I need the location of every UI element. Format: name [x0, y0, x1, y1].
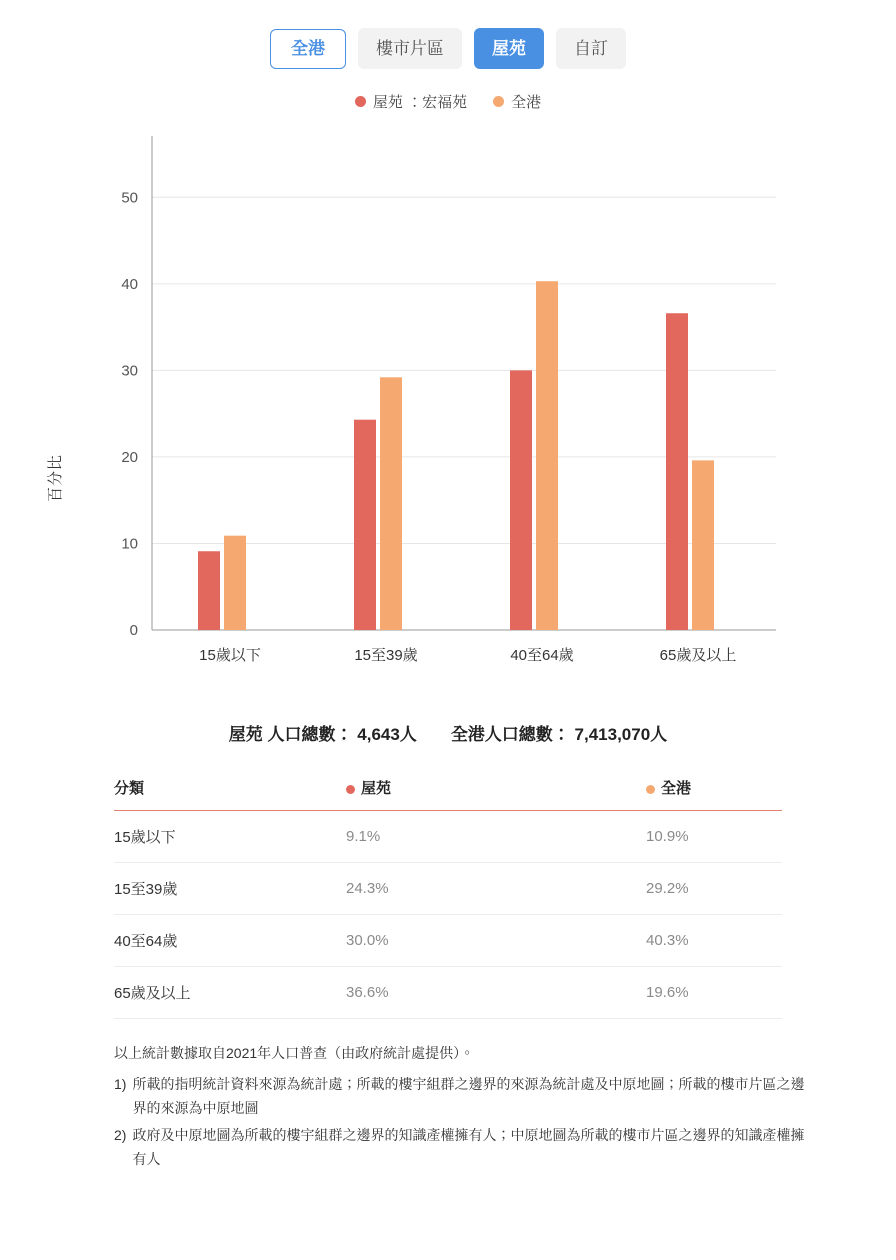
- chart-y-tick-label: 10: [121, 535, 138, 553]
- row-category: 15歲以下: [114, 811, 346, 863]
- table-row: [114, 915, 782, 967]
- population-totals: [0, 720, 896, 745]
- chart-y-tick-label: 50: [121, 189, 138, 207]
- tab-all-hk[interactable]: 全港: [270, 29, 346, 69]
- chart-x-tick-label: 65歲及以上: [659, 647, 737, 664]
- chart-legend: [0, 91, 896, 112]
- table-header-estate: [346, 771, 646, 811]
- age-distribution-table: [114, 771, 782, 1019]
- chart-bar[interactable]: [510, 370, 532, 630]
- legend-label-allhk: 全港: [511, 94, 542, 111]
- age-distribution-chart: [0, 122, 896, 702]
- chart-x-tick-label: 40至64歲: [510, 647, 574, 664]
- table-header-allhk-label: 全港: [661, 780, 692, 797]
- scope-tabbar: [0, 0, 896, 69]
- city-total-value: 7,413,070人: [574, 725, 668, 744]
- allhk-color-dot-icon: [646, 785, 655, 794]
- chart-bar[interactable]: [666, 313, 688, 630]
- legend-dot-allhk: [493, 96, 504, 107]
- footnote-text: 所載的指明統計資料來源為統計處；所載的樓宇組群之邊界的來源為統計處及中原地圖；所載的樓市片區之邊界的來源為中原地圖: [132, 1075, 805, 1116]
- table-header-allhk: [646, 771, 782, 811]
- chart-x-tick-label: 15歲以下: [199, 647, 261, 664]
- footnote-item: [114, 1123, 814, 1172]
- row-allhk-value: 29.2%: [646, 863, 782, 915]
- legend-dot-estate: [355, 96, 366, 107]
- table-head: [114, 771, 782, 811]
- city-total: [451, 720, 667, 745]
- table-header-category-label: 分類: [114, 780, 145, 797]
- table-body: [114, 811, 782, 1019]
- chart-canvas: [0, 122, 896, 702]
- table-row: [114, 811, 782, 863]
- tab-market-district[interactable]: 樓市片區: [358, 28, 462, 69]
- row-category: 15至39歲: [114, 863, 346, 915]
- table-row: [114, 967, 782, 1019]
- chart-bar[interactable]: [354, 420, 376, 630]
- table-header-estate-label: 屋苑: [361, 780, 392, 797]
- chart-y-tick-label: 0: [129, 622, 138, 639]
- footnote-text: 政府及中原地圖為所載的樓宇組群之邊界的知識產權擁有人；中原地圖為所載的樓市片區之邊界的知識產權擁有人: [132, 1126, 805, 1167]
- estate-total-label: 屋苑 人口總數：: [228, 725, 353, 744]
- legend-label-estate: 屋苑 ：宏福苑: [372, 94, 468, 111]
- table-row: [114, 863, 782, 915]
- footnote-item: [114, 1072, 814, 1121]
- footnote-intro: 以上統計數據取自2021年人口普查（由政府統計處提供）。: [114, 1045, 475, 1061]
- chart-x-tick-label: 15至39歲: [354, 647, 418, 664]
- age-distribution-table-wrap: [114, 771, 782, 1019]
- table-header-row: [114, 771, 782, 811]
- estate-color-dot-icon: [346, 785, 355, 794]
- tab-estate[interactable]: 屋苑: [474, 28, 544, 69]
- chart-bar[interactable]: [380, 377, 402, 630]
- row-allhk-value: 10.9%: [646, 811, 782, 863]
- legend-item-estate[interactable]: [355, 91, 467, 112]
- row-category: 65歲及以上: [114, 967, 346, 1019]
- footnote-number: 1): [114, 1075, 127, 1092]
- chart-y-tick-label: 40: [121, 275, 138, 293]
- row-estate-value: 36.6%: [346, 967, 646, 1019]
- chart-y-tick-label: 30: [121, 362, 138, 380]
- chart-bar[interactable]: [198, 551, 220, 630]
- estate-total: [229, 720, 417, 745]
- row-category: 40至64歲: [114, 915, 346, 967]
- estate-total-value: 4,643人: [357, 725, 417, 744]
- city-total-label: 全港人口總數：: [450, 725, 570, 744]
- chart-bar[interactable]: [224, 536, 246, 630]
- footnotes: [114, 1041, 814, 1172]
- footnote-number: 2): [114, 1126, 127, 1143]
- row-estate-value: 9.1%: [346, 811, 646, 863]
- chart-y-axis-title: 百分比: [47, 453, 64, 502]
- chart-bar[interactable]: [692, 460, 714, 630]
- table-header-category: [114, 771, 346, 811]
- row-estate-value: 30.0%: [346, 915, 646, 967]
- row-estate-value: 24.3%: [346, 863, 646, 915]
- chart-y-tick-label: 20: [121, 448, 138, 466]
- row-allhk-value: 40.3%: [646, 915, 782, 967]
- tab-custom[interactable]: 自訂: [556, 28, 626, 69]
- chart-bar[interactable]: [536, 281, 558, 630]
- legend-item-allhk[interactable]: [493, 91, 541, 112]
- row-allhk-value: 19.6%: [646, 967, 782, 1019]
